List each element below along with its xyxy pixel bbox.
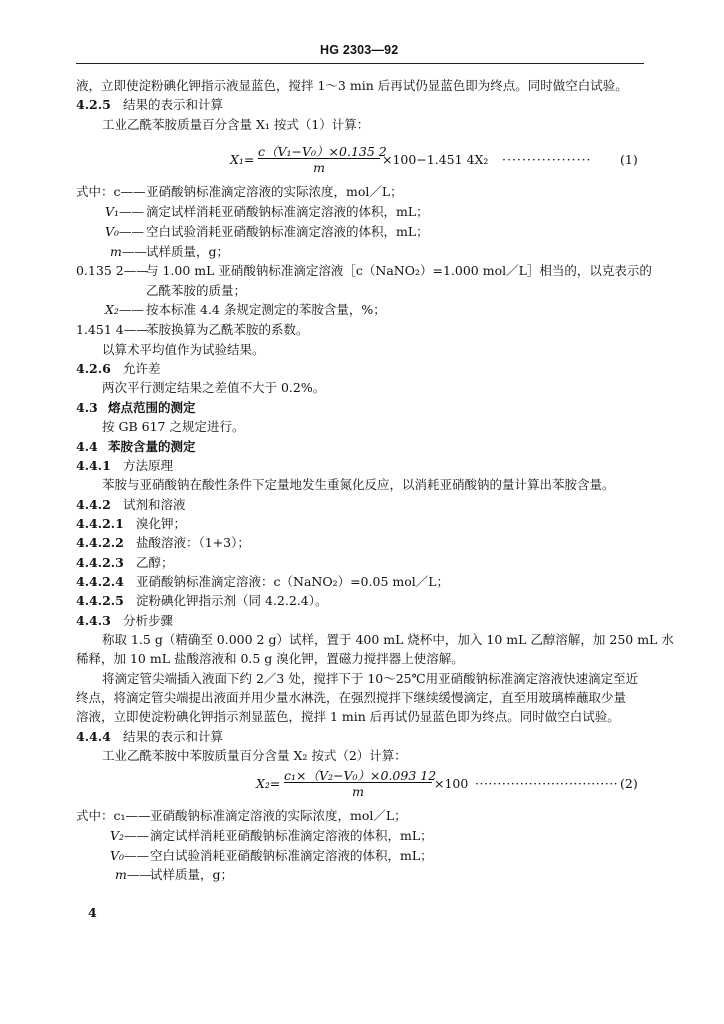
reagent-2-text: 盐酸溶液：（1+3）； xyxy=(136,535,250,550)
section-4-4-4-intro: 工业乙酰苯胺中苯胺质量百分含量 X₂ 按式（2）计算： xyxy=(102,748,407,763)
reagent-5-text: 淀粉碘化钾指示剂（同 4.2.2.4）。 xyxy=(136,593,328,608)
section-4-2-6-title: 允许差 xyxy=(123,361,161,376)
where1-sym-coef: 1.451 4—— xyxy=(76,322,149,337)
where1-text-m: 试样质量，g； xyxy=(146,244,230,259)
procedure-p1-line-1: 称取 1.5 g（精确至 0.000 2 g）试样，置于 400 mL 烧杯中，加入 10 mL 乙醇溶解，加 250 mL 水 xyxy=(102,632,674,647)
continued-paragraph: 液，立即使淀粉碘化钾指示液显蓝色，搅拌 1～3 min 后再试仍显蓝色即为终点。同时做空白试验。 xyxy=(76,78,628,93)
eq2-numerator: c₁×（V₂−V₀）×0.093 12 xyxy=(284,768,437,783)
section-4-4-number: 4.4 xyxy=(76,439,98,454)
where2-text-v0: 空白试验消耗亚硝酸钠标准滴定溶液的体积，mL； xyxy=(150,848,433,863)
eq2-denominator: m xyxy=(352,784,364,799)
where1-text-v0: 空白试验消耗亚硝酸钠标准滴定溶液的体积，mL； xyxy=(146,224,429,239)
where1-text-c: 亚硝酸钠标准滴定溶液的实际浓度，mol／L； xyxy=(146,184,403,199)
procedure-p2-line-2: 终点，将滴定管尖端提出液面并用少量水淋洗，在强烈搅拌下继续缓慢滴定，直至用玻璃棒蘸取少量 xyxy=(76,690,627,705)
eq1-denominator: m xyxy=(313,160,325,175)
where2-sym-m: m—— xyxy=(115,867,152,882)
eq1-fraction-bar xyxy=(258,158,380,159)
eq2-fraction-bar xyxy=(284,782,432,783)
section-4-3-number: 4.3 xyxy=(76,400,98,415)
eq2-dots: ································ xyxy=(475,776,619,791)
section-4-4-4-number: 4.4.4 xyxy=(76,729,111,744)
standard-code-header: HG 2303—92 xyxy=(320,43,399,57)
eq2-tail: ×100 xyxy=(434,776,469,791)
reagent-1-text: 溴化钾； xyxy=(136,516,187,531)
procedure-p1-line-2: 稀释，加 10 mL 盐酸溶液和 0.5 g 溴化钾，置磁力搅拌器上使溶解。 xyxy=(76,651,464,666)
section-4-2-6-text: 两次平行测定结果之差值不大于 0.2%。 xyxy=(102,380,326,395)
section-4-3-text: 按 GB 617 之规定进行。 xyxy=(102,419,245,434)
section-4-2-5-number: 4.2.5 xyxy=(76,97,111,112)
reagent-3-text: 乙醇； xyxy=(136,555,174,570)
where1-text-x2: 按本标准 4.4 条规定测定的苯胺含量，%； xyxy=(146,302,386,317)
where1-text-factor-cont: 乙酰苯胺的质量； xyxy=(146,283,247,298)
eq1-numerator: c（V₁−V₀）×0.135 2 xyxy=(258,144,387,159)
section-4-4-2-number: 4.4.2 xyxy=(76,497,111,512)
eq2-label: (2) xyxy=(620,776,638,791)
where1-sym-factor: 0.135 2—— xyxy=(76,263,149,278)
where1-sym-m: m—— xyxy=(110,244,147,259)
eq1-tail: ×100−1.451 4X₂ xyxy=(382,152,489,167)
where1-sym-v0: V₀—— xyxy=(105,224,145,239)
section-4-3-title: 熔点范围的测定 xyxy=(108,400,196,415)
section-4-4-1-text: 苯胺与亚硝酸钠在酸性条件下定量地发生重氮化反应，以消耗亚硝酸钠的量计算出苯胺含量。 xyxy=(102,477,615,492)
section-4-4-3-title: 分析步骤 xyxy=(123,613,174,628)
where1-sym-c: 式中：c—— xyxy=(76,184,146,199)
section-4-2-5-title: 结果的表示和计算 xyxy=(123,97,224,112)
where1-sym-x2: X₂—— xyxy=(105,302,144,317)
section-4-4-2-title: 试剂和溶液 xyxy=(123,497,186,512)
reagent-4-number: 4.4.2.4 xyxy=(76,574,124,589)
section-4-4-3-number: 4.4.3 xyxy=(76,613,111,628)
where1-text-v1: 滴定试样消耗亚硝酸钠标准滴定溶液的体积，mL； xyxy=(146,204,429,219)
eq2-lhs: X₂= xyxy=(256,776,281,791)
section-4-2-6-number: 4.2.6 xyxy=(76,361,111,376)
procedure-p2-line-3: 溶液，立即使淀粉碘化钾指示剂显蓝色，搅拌 1 min 后再试仍显蓝色即为终点。同时做空白试验。 xyxy=(76,709,620,724)
where2-text-v2: 滴定试样消耗亚硝酸钠标准滴定溶液的体积，mL； xyxy=(150,828,433,843)
where1-text-coef: 苯胺换算为乙酰苯胺的系数。 xyxy=(146,322,309,337)
section-4-4-title: 苯胺含量的测定 xyxy=(108,439,196,454)
where1-sym-v1: V₁—— xyxy=(105,204,145,219)
reagent-5-number: 4.4.2.5 xyxy=(76,593,124,608)
where1-text-factor: 与 1.00 mL 亚硝酸钠标准滴定溶液［c（NaNO₂）=1.000 mol／L］相当的，以克表示的 xyxy=(146,263,652,278)
reagent-1-number: 4.4.2.1 xyxy=(76,516,124,531)
section-4-2-5-intro: 工业乙酰苯胺质量百分含量 X₁ 按式（1）计算： xyxy=(102,117,370,132)
header-rule xyxy=(76,63,644,64)
eq1-lhs: X₁= xyxy=(230,152,255,167)
where2-sym-c1: 式中：c₁—— xyxy=(76,808,151,823)
reagent-4-text: 亚硝酸钠标准滴定溶液：c（NaNO₂）=0.05 mol／L； xyxy=(136,574,450,589)
section-4-4-4-title: 结果的表示和计算 xyxy=(123,729,224,744)
eq1-label: (1) xyxy=(620,152,638,167)
where2-text-c1: 亚硝酸钠标准滴定溶液的实际浓度，mol／L； xyxy=(150,808,407,823)
eq1-dots: ·················· xyxy=(502,152,592,167)
page-number: 4 xyxy=(88,905,97,920)
procedure-p2-line-1: 将滴定管尖端插入液面下约 2／3 处，搅拌下于 10～25℃用亚硝酸钠标准滴定溶液快速滴定至近 xyxy=(102,671,639,686)
section-4-4-1-title: 方法原理 xyxy=(123,458,174,473)
reagent-3-number: 4.4.2.3 xyxy=(76,555,124,570)
section-4-4-1-number: 4.4.1 xyxy=(76,458,111,473)
reagent-2-number: 4.4.2.2 xyxy=(76,535,124,550)
average-note: 以算术平均值作为试验结果。 xyxy=(102,342,265,357)
where2-text-m: 试样质量，g； xyxy=(150,867,234,882)
where2-sym-v2: V₂—— xyxy=(110,828,150,843)
where2-sym-v0: V₀—— xyxy=(110,848,150,863)
